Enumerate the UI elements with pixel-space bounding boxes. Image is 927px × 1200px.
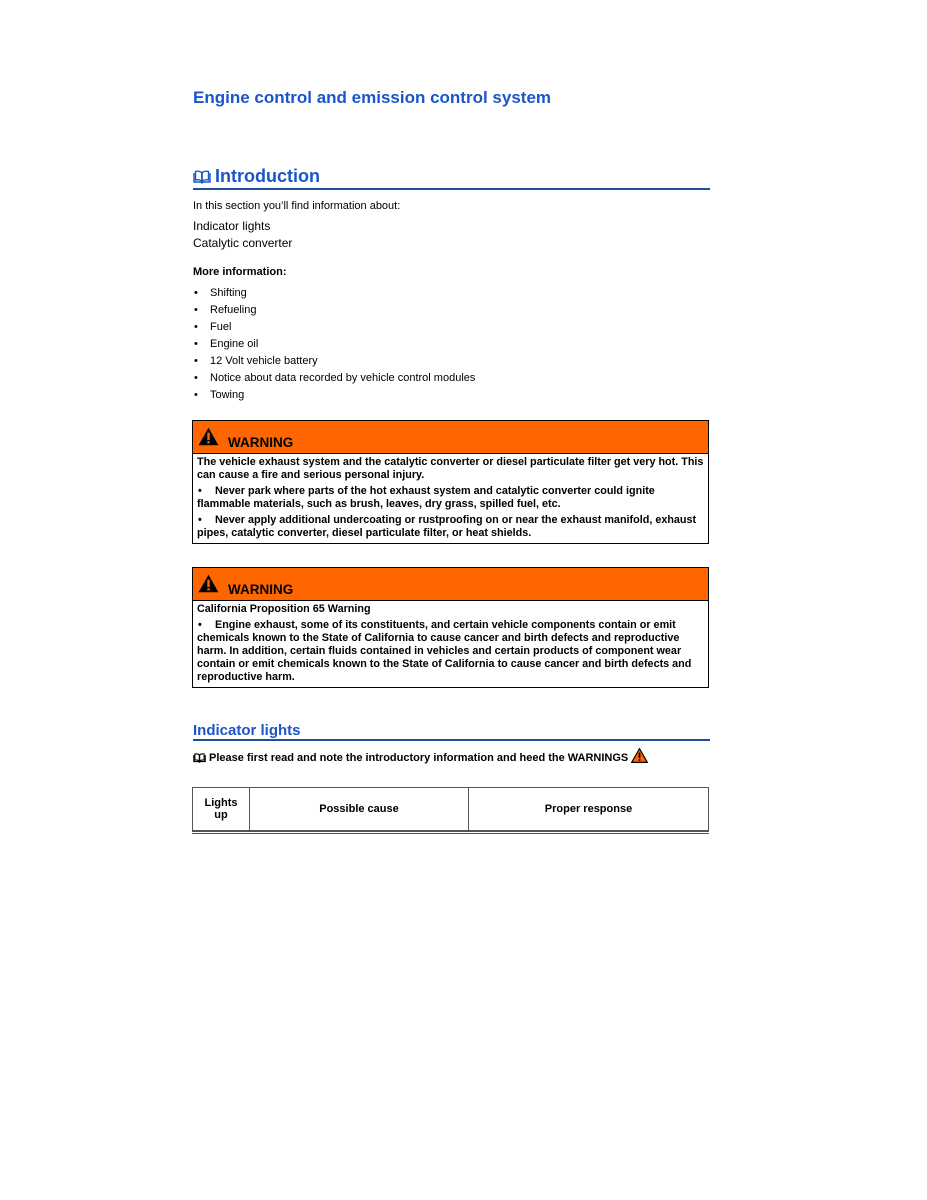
list-item: • Notice about data recorded by vehicle control modules	[193, 370, 475, 387]
list-item: • Engine oil	[193, 336, 475, 353]
warning-bullet: • Never apply additional undercoating or rustproofing on or near the exhaust manifold, exhaust pipes, catalytic converter, diesel particulate filter, or heat shields.	[197, 514, 697, 539]
more-information-list	[193, 285, 475, 404]
warning-triangle-icon	[631, 748, 648, 763]
column-header-lights-up: Lights up	[193, 788, 250, 831]
introduction-heading	[193, 166, 710, 190]
warning-body	[193, 601, 708, 687]
table-bottom-rule	[192, 831, 709, 834]
column-header-proper-response: Proper response	[469, 788, 709, 831]
read-first-note	[193, 752, 648, 764]
more-information-label: More information:	[193, 266, 287, 278]
introduction-heading-text: Introduction	[215, 166, 320, 186]
warning-triangle-icon	[198, 574, 219, 593]
warning-triangle-icon	[198, 427, 219, 446]
table-header-row	[193, 788, 709, 831]
topic-indicator-lights: Indicator lights	[193, 219, 271, 233]
warning-bullet: • Never park where parts of the hot exhaust system and catalytic converter could ignite flammable materials, such as brush, leaves, dry grass, spilled fuel, etc.	[197, 485, 655, 510]
warning-label: WARNING	[228, 581, 294, 597]
topic-catalytic-converter: Catalytic converter	[193, 236, 293, 250]
warning-header	[193, 568, 708, 601]
list-item: • Fuel	[193, 319, 475, 336]
list-item: • Shifting	[193, 285, 475, 302]
warning-intro: The vehicle exhaust system and the catalytic converter or diesel particulate filter get very hot. This can cause a fire and serious personal injury.	[197, 456, 704, 481]
warning-box-prop-65	[192, 567, 709, 688]
read-first-note-text: Please first read and note the introductory information and heed the WARNINGS	[209, 752, 629, 764]
introduction-lead: In this section you’ll find information about:	[193, 200, 401, 212]
page-title: Engine control and emission control system	[193, 88, 552, 107]
warning-body	[193, 454, 708, 543]
list-item: • Towing	[193, 387, 475, 404]
indicator-lights-heading: Indicator lights	[193, 722, 710, 741]
warning-header	[193, 421, 708, 454]
indicator-lights-table	[192, 787, 709, 831]
column-header-possible-cause: Possible cause	[250, 788, 469, 831]
book-icon	[193, 753, 206, 763]
warning-intro: California Proposition 65 Warning	[197, 603, 371, 615]
book-icon	[193, 170, 211, 184]
list-item: • Refueling	[193, 302, 475, 319]
warning-bullet: • Engine exhaust, some of its constituents, and certain vehicle components contain or emit chemicals known to the State of California to cause cancer and birth defects and reproductive harm. In addition, certain fluids contained in vehicles and certain products of component wear contain or emit chemicals known to the State of California to cause cancer and birth defects and reproductive harm.	[197, 619, 692, 683]
list-item: • 12 Volt vehicle battery	[193, 353, 475, 370]
warning-label: WARNING	[228, 434, 294, 450]
warning-box-exhaust-heat	[192, 420, 709, 544]
